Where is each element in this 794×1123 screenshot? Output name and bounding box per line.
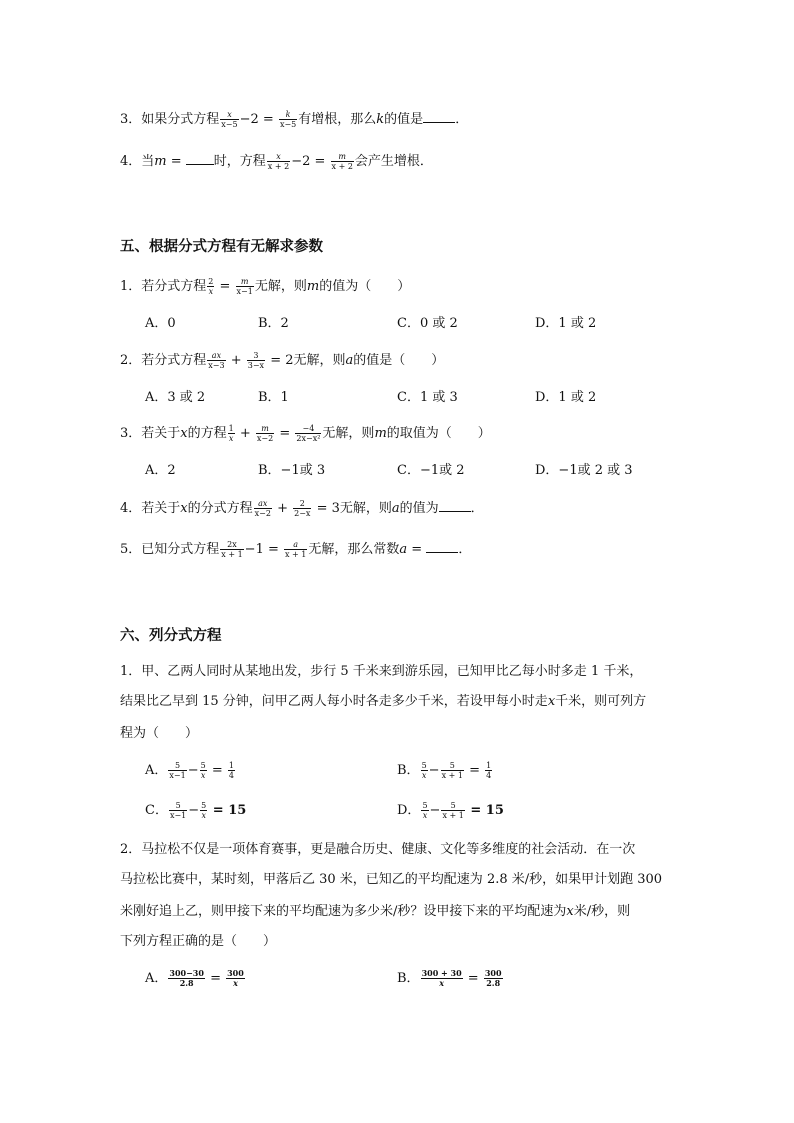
question-6-1-line-2: 结果比乙早到 15 分钟，问甲乙两人每小时各走多少千米，若设甲每小时走x千米，则可列方 [120, 694, 647, 709]
option-a[interactable]: A． $\frac{300-30}{2.8}$ = $\frac{300}{x}$ [145, 968, 244, 988]
option-a[interactable]: A．3 或 2 [145, 390, 206, 405]
option-c[interactable]: C．0 或 2 [397, 316, 458, 331]
section-5-title: 五、根据分式方程有无解求参数 [120, 239, 323, 255]
option-a[interactable]: A． $\frac{5}{x-1}$ − $\frac{5}{x}$ = $\frac{1}{4}$ [145, 761, 234, 780]
question-4-4: 4．当m = 时，方程 $\frac{x}{x + 2}$ −2 = $\frac{m}{x + 2}$ 会产生增根． [120, 152, 433, 171]
question-5-5: 5．已知分式方程 $\frac{2x}{x + 1}$ −1 = $\frac{a}{x + 1}$ 无解，那么常数a = ． [120, 540, 472, 559]
fraction: $\frac{1}{x}$ [228, 424, 234, 443]
fraction: $\frac{m}{x + 2}$ [331, 152, 353, 171]
fraction: $\frac{m}{x-1}$ [236, 277, 253, 296]
question-6-2-line-3: 米刚好追上乙，则甲接下来的平均配速为多少米/秒？设甲接下来的平均配速为x米/秒，则 [120, 904, 631, 919]
option-b[interactable]: B． $\frac{5}{x}$ − $\frac{5}{x + 1}$ = $\frac{1}{4}$ [397, 761, 492, 780]
fraction: $\frac{2}{x}$ [208, 277, 214, 296]
question-4-3: 3．如果分式方程 $\frac{x}{x-5}$ −2 = $\frac{k}{x-5}$ 有增根，那么k的值是 ． [120, 110, 469, 129]
question-6-2-line-1: 2．马拉松不仅是一项体育赛事，更是融合历史、健康、文化等多维度的社会活动．在一次 [120, 842, 636, 857]
question-5-1: 1．若分式方程 $\frac{2}{x}$ = $\frac{m}{x-1}$ 无解，则m的值为（ ） [120, 277, 411, 296]
fraction: $\frac{a}{x + 1}$ [285, 540, 307, 559]
question-6-1-line-3: 程为（ ） [120, 726, 199, 741]
question-5-2: 2．若分式方程 $\frac{ax}{x-3}$ + $\frac{3}{3-x}$ = 2无解，则a的值是（ ） [120, 351, 445, 370]
option-b[interactable]: B．1 [258, 390, 289, 405]
question-6-2-line-4: 下列方程正确的是（ ） [120, 934, 277, 949]
fraction: $\frac{3}{3-x}$ [247, 351, 265, 370]
option-d[interactable]: D．1 或 2 [535, 390, 597, 405]
fraction: $\frac{m}{x-2}$ [256, 424, 274, 443]
fraction: $\frac{ax}{x-2}$ [254, 499, 271, 518]
answer-blank[interactable] [186, 150, 214, 165]
section-6-title: 六、列分式方程 [120, 628, 222, 644]
fraction: $\frac{k}{x-5}$ [279, 110, 297, 129]
question-5-3: 3．若关于x的方程 $\frac{1}{x}$ + $\frac{m}{x-2}$ = $\frac{-4}{\text{2x−x²}}$ 无解，则m的取值为（ ） [120, 424, 491, 443]
fraction: $\frac{ax}{x-3}$ [208, 351, 225, 370]
fraction: $\frac{x}{x + 2}$ [267, 152, 290, 171]
fraction: $\frac{2}{2-x}$ [294, 499, 311, 518]
option-c[interactable]: C．−1或 2 [397, 463, 465, 478]
option-b[interactable]: B．2 [258, 316, 289, 331]
option-b[interactable]: B． $\frac{300 + 30}{x}$ = $\frac{300}{2.8}$ [397, 968, 502, 988]
fraction: $\frac{2x}{x + 1}$ [221, 540, 243, 559]
fraction: $\frac{-4}{\text{2x−x²}}$ [296, 424, 321, 443]
option-a[interactable]: A．0 [145, 316, 176, 331]
option-a[interactable]: A．2 [145, 463, 176, 478]
answer-blank[interactable] [423, 108, 455, 123]
question-6-1-line-1: 1．甲、乙两人同时从某地出发，步行 5 千米来到游乐园，已知甲比乙每小时多走 1 千米， [120, 664, 643, 679]
answer-blank[interactable] [439, 497, 471, 512]
option-b[interactable]: B．−1或 3 [258, 463, 326, 478]
answer-blank[interactable] [426, 538, 458, 553]
question-6-2-line-2: 马拉松比赛中，某时刻，甲落后乙 30 米，已知乙的平均配速为 2.8 米/秒，如果甲计划跑 300 [120, 872, 663, 887]
option-d[interactable]: D．1 或 2 [535, 316, 597, 331]
question-5-4: 4．若关于x的分式方程 $\frac{ax}{x-2}$ + $\frac{2}{2-x}$ = 3无解，则a的值为 ． [120, 499, 484, 518]
option-d[interactable]: D． $\frac{5}{x}$ − $\frac{5}{x + 1}$ = 15 [397, 801, 504, 820]
option-c[interactable]: C．1 或 3 [397, 390, 458, 405]
fraction: $\frac{x}{x-5}$ [221, 110, 238, 129]
option-c[interactable]: C． $\frac{5}{x-1}$ − $\frac{5}{x}$ = 15 [145, 801, 247, 820]
option-d[interactable]: D．−1或 2 或 3 [535, 463, 633, 478]
